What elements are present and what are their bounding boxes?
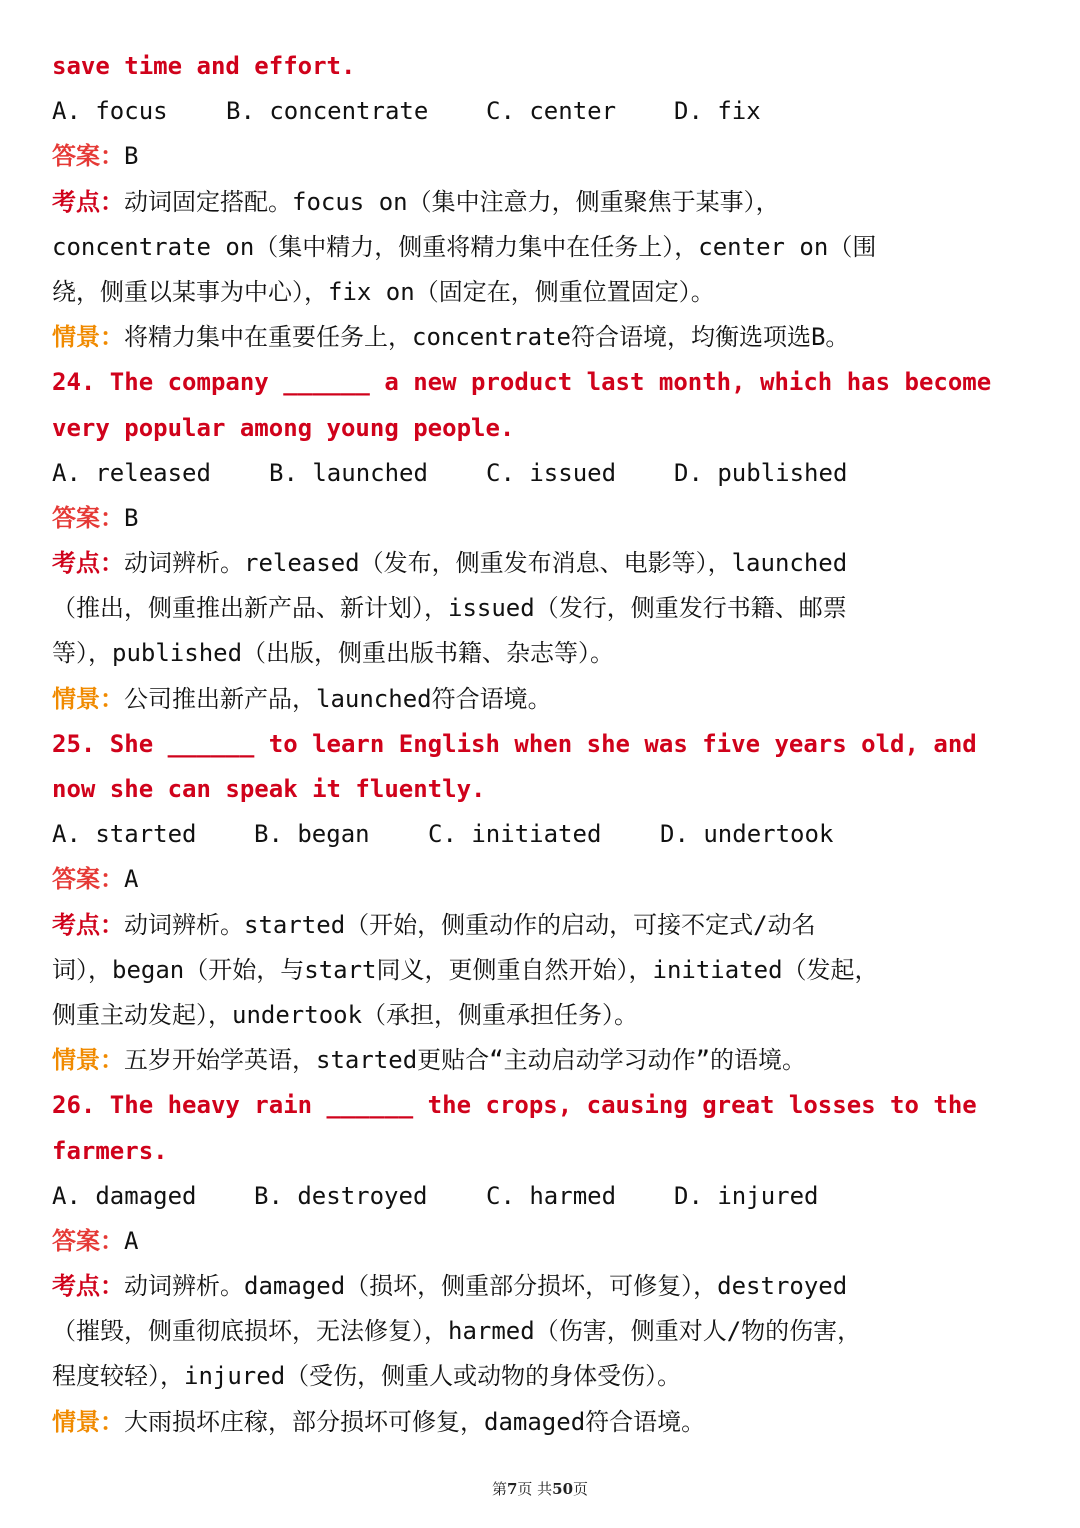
kaodian-label: 考点： (52, 549, 124, 578)
q25-answer: A (124, 865, 139, 894)
qingjing-label: 情景： (52, 684, 124, 713)
q26-qingjing-text: 大雨损坏庄稼，部分损坏可修复，damaged符合语境。 (124, 1407, 706, 1436)
q26-answer-line (52, 1219, 1012, 1264)
qingjing-label: 情景： (52, 1407, 124, 1436)
page-footer (0, 1478, 1080, 1499)
q25-stem-line-2: now she can speak it fluently. (52, 775, 486, 803)
q25-qingjing-text: 五岁开始学英语，started更贴合“主动启动学习动作”的语境。 (124, 1046, 807, 1075)
q25-kaodian-line-1 (52, 903, 1012, 948)
q25-qingjing-line (52, 1038, 1012, 1083)
q26-option-d: D. injured (674, 1181, 819, 1210)
answer-label: 答案： (52, 1226, 124, 1255)
qingjing-label: 情景： (52, 1046, 124, 1075)
q26-option-c: C. harmed (486, 1181, 617, 1210)
q26-option-b: B. destroyed (254, 1181, 428, 1210)
q26-kaodian-line-1 (52, 1264, 1012, 1309)
answer-label: 答案： (52, 865, 124, 894)
footer-suffix: 页 (573, 1480, 589, 1498)
q25-option-b: B. began (254, 820, 370, 849)
answer-label: 答案： (52, 503, 124, 532)
q23-qingjing-line (52, 315, 1012, 360)
footer-total-pages: 50 (552, 1480, 574, 1498)
q24-kaodian-text-1: 动词辨析。released（发布，侧重发布消息、电影等），launched (124, 549, 848, 578)
q25-options (52, 812, 1012, 857)
q24-option-b: B. launched (269, 458, 428, 487)
q23-option-d: D. fix (674, 97, 761, 126)
footer-middle: 页 共 (517, 1480, 553, 1498)
q23-kaodian-line-1 (52, 180, 1012, 225)
q23-kaodian-text-1: 动词固定搭配。focus on（集中注意力，侧重聚焦于某事）， (124, 187, 780, 216)
q24-option-a: A. released (52, 458, 211, 487)
q26-options (52, 1174, 1012, 1219)
q24-answer-line (52, 496, 1012, 541)
q25-answer-line (52, 857, 1012, 902)
q24-option-c: C. issued (486, 458, 617, 487)
q26-kaodian-line-3: 程度较轻），injured（受伤，侧重人或动物的身体受伤）。 (52, 1362, 682, 1391)
q24-kaodian-line-2: （推出，侧重推出新产品、新计划），issued（发行，侧重发行书籍、邮票 (52, 594, 847, 623)
q26-answer: A (124, 1226, 139, 1255)
q24-kaodian-line-3: 等），published（出版，侧重出版书籍、杂志等）。 (52, 639, 615, 668)
qingjing-label: 情景： (52, 323, 124, 352)
q24-qingjing-line (52, 677, 1012, 722)
q24-option-d: D. published (674, 458, 848, 487)
q26-option-a: A. damaged (52, 1181, 197, 1210)
kaodian-label: 考点： (52, 187, 124, 216)
q26-kaodian-line-2: （摧毁，侧重彻底损坏，无法修复），harmed（伤害，侧重对人/物的伤害， (52, 1317, 862, 1346)
q25-kaodian-line-3: 侧重主动发起），undertook（承担，侧重承担任务）。 (52, 1000, 639, 1029)
q23-kaodian-line-3: 绕，侧重以某事为中心），fix on（固定在，侧重位置固定）。 (52, 277, 715, 306)
q25-kaodian-text-1: 动词辨析。started（开始，侧重动作的启动，可接不定式/动名 (124, 910, 816, 939)
q24-options (52, 451, 1012, 496)
footer-prefix: 第 (491, 1480, 507, 1498)
q26-stem-line-2: farmers. (52, 1136, 168, 1165)
q26-qingjing-line (52, 1400, 1012, 1445)
q24-stem-line-1: 24. The company ______ a new product last month, which has become (52, 368, 992, 397)
q23-answer: B (124, 142, 139, 171)
document-page (52, 44, 1012, 1445)
q23-option-b: B. concentrate (226, 97, 429, 126)
q25-option-a: A. started (52, 820, 197, 849)
q23-option-a: A. focus (52, 97, 168, 126)
q26-stem-line-1: 26. The heavy rain ______ the crops, causing great losses to the (52, 1091, 977, 1120)
q23-kaodian-line-2: concentrate on（集中精力，侧重将精力集中在任务上），center on（围 (52, 232, 877, 261)
q24-qingjing-text: 公司推出新产品，launched符合语境。 (124, 684, 552, 713)
q24-kaodian-line-1 (52, 541, 1012, 586)
q25-stem-line-1: 25. She ______ to learn English when she was five years old, and (52, 729, 977, 758)
answer-label: 答案： (52, 142, 124, 171)
q25-option-c: C. initiated (428, 820, 602, 849)
q23-options (52, 89, 1012, 134)
q25-kaodian-line-2: 词），began（开始，与start同义，更侧重自然开始），initiated（发起， (52, 955, 879, 984)
q24-stem-line-2: very popular among young people. (52, 413, 515, 442)
footer-page-number: 7 (506, 1480, 518, 1498)
kaodian-label: 考点： (52, 1272, 124, 1301)
q25-option-d: D. undertook (660, 820, 834, 849)
kaodian-label: 考点： (52, 910, 124, 939)
q23-option-c: C. center (486, 97, 617, 126)
q23-qingjing-text: 将精力集中在重要任务上，concentrate符合语境，均衡选项选B。 (124, 323, 850, 352)
q23-stem-tail: save time and effort. (52, 52, 356, 80)
q24-answer: B (124, 503, 139, 532)
q26-kaodian-text-1: 动词辨析。damaged（损坏，侧重部分损坏，可修复），destroyed (124, 1272, 848, 1301)
q23-answer-line (52, 134, 1012, 179)
